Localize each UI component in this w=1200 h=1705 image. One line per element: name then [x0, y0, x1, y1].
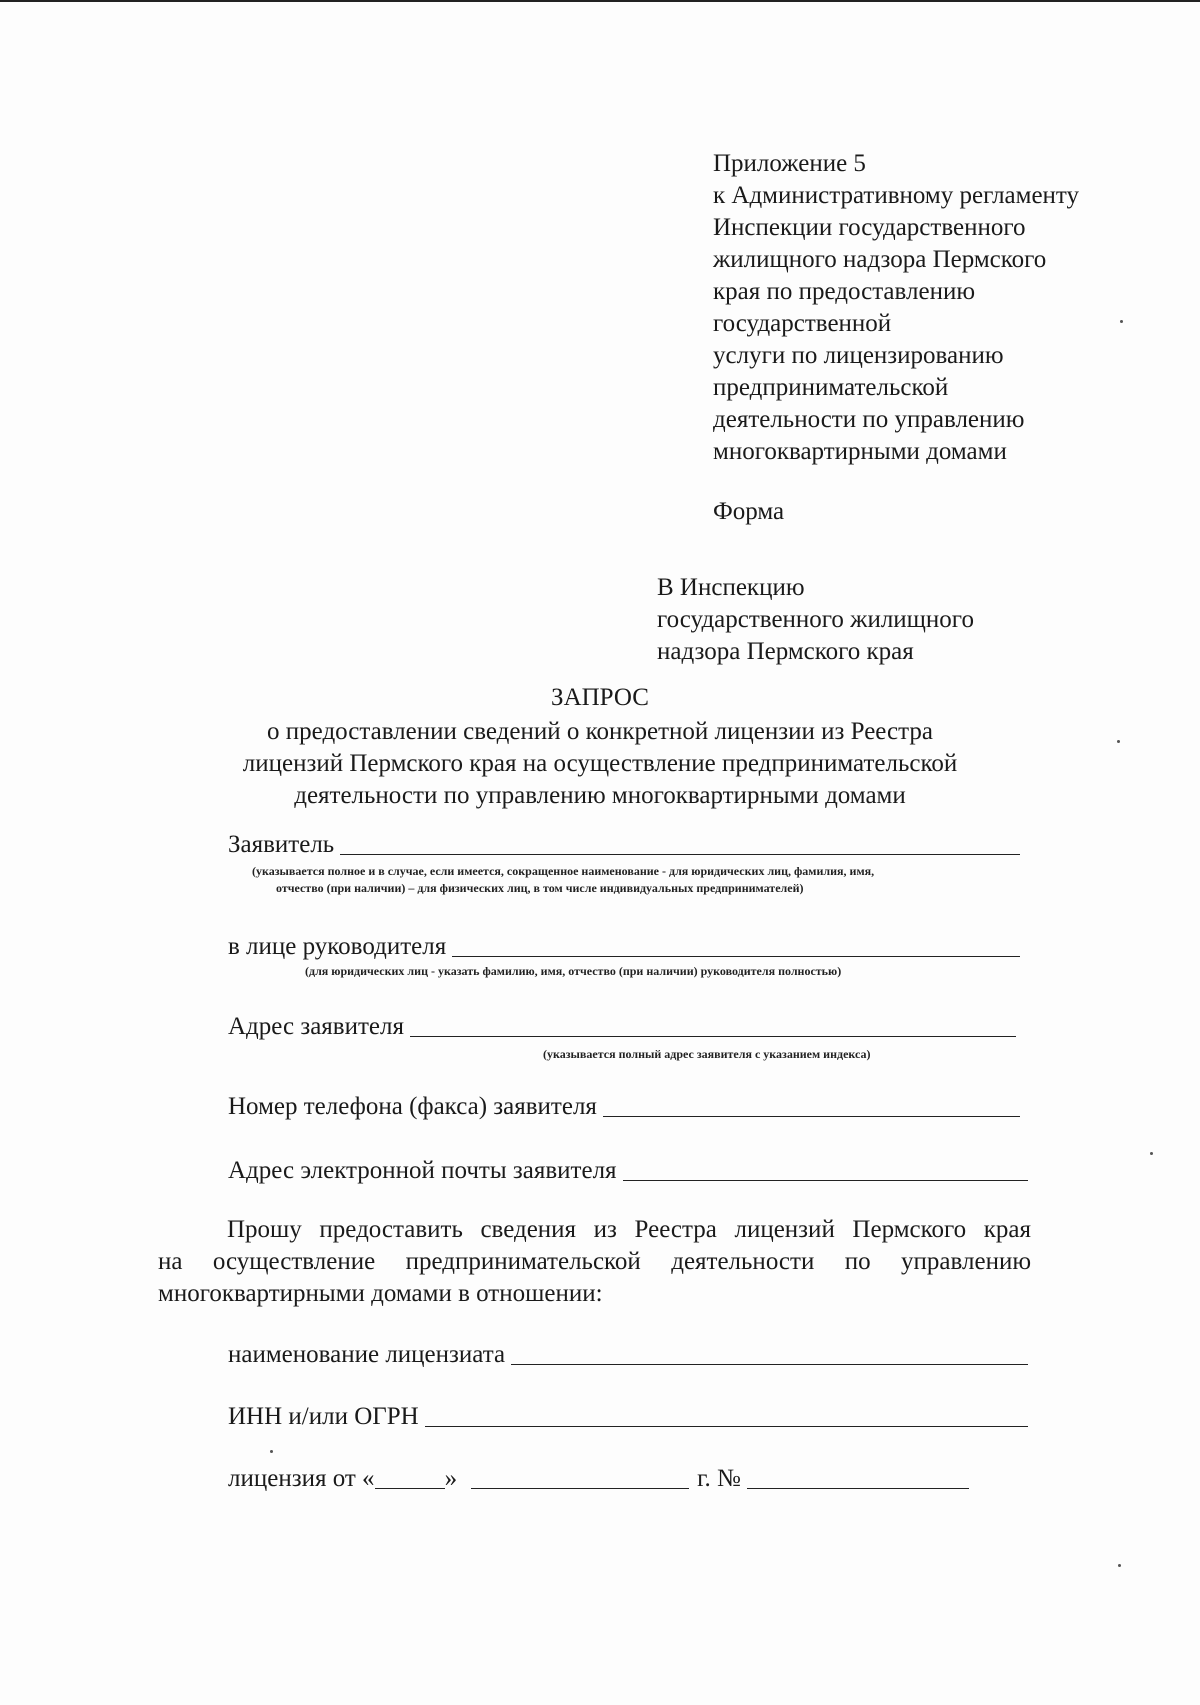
- scan-speck: [270, 1450, 273, 1453]
- licensee-name-label: наименование лицензиата: [228, 1341, 506, 1368]
- phone-field: [228, 1090, 1020, 1121]
- scan-speck: [1118, 1564, 1121, 1567]
- subtitle-line: лицензий Пермского края на осуществление предпринимательской: [242, 750, 958, 777]
- license-year-number-label: г. №: [697, 1465, 741, 1492]
- phone-input-line[interactable]: [603, 1090, 1020, 1117]
- license-quote-close: »: [444, 1465, 458, 1492]
- addressee-line: государственного жилищного: [657, 606, 974, 633]
- appendix-line: многоквартирными домами: [713, 438, 1007, 465]
- license-month-input-line[interactable]: [471, 1464, 689, 1489]
- appendix-line: государственной: [713, 310, 892, 337]
- appendix-header: [713, 148, 1163, 468]
- address-hint: (указывается полный адрес заявителя с указанием индекса): [543, 1047, 871, 1061]
- scan-speck: [1120, 320, 1123, 323]
- subtitle-line: деятельности по управлению многоквартирными домами: [294, 782, 906, 809]
- applicant-hint-line1: (указывается полное и в случае, если имеется, сокращенное наименование - для юридических лиц, фамилия, имя,: [252, 864, 875, 878]
- addressee-block: [657, 572, 974, 668]
- subtitle-line: о предоставлении сведений о конкретной лицензии из Реестра: [267, 718, 933, 745]
- inn-field: [228, 1400, 1028, 1431]
- applicant-label: Заявитель: [228, 831, 335, 858]
- license-field: [228, 1464, 969, 1493]
- email-label: Адрес электронной почты заявителя: [228, 1157, 617, 1184]
- scan-speck: [1150, 1152, 1153, 1155]
- applicant-hint-line2: отчество (при наличии) – для физических лиц, в том числе индивидуальных предпринимателей): [276, 881, 804, 895]
- license-number-input-line[interactable]: [747, 1464, 969, 1489]
- appendix-line: к Административному регламенту: [713, 182, 1080, 209]
- applicant-field: [228, 828, 1020, 859]
- appendix-line: услуги по лицензированию: [713, 342, 1004, 369]
- manager-hint: (для юридических лиц - указать фамилию, имя, отчество (при наличии) руководителя полностью): [305, 964, 842, 978]
- applicant-input-line[interactable]: [340, 828, 1020, 855]
- email-input-line[interactable]: [623, 1154, 1028, 1181]
- addressee-line: В Инспекцию: [657, 574, 805, 601]
- addressee-line: надзора Пермского края: [657, 638, 914, 665]
- licensee-name-field: [228, 1338, 1028, 1369]
- appendix-line: Инспекции государственного: [713, 214, 1026, 241]
- document-subtitle: [160, 716, 1040, 812]
- appendix-line: предпринимательской: [713, 374, 949, 401]
- email-field: [228, 1154, 1028, 1185]
- scan-speck: [1117, 740, 1120, 743]
- manager-field: [228, 930, 1020, 961]
- phone-label: Номер телефона (факса) заявителя: [228, 1093, 597, 1120]
- request-line: на осуществление предпринимательской деятельности по управлению: [158, 1248, 1031, 1275]
- address-input-line[interactable]: [410, 1010, 1016, 1037]
- license-prefix: лицензия от «: [228, 1465, 375, 1492]
- manager-input-line[interactable]: [452, 930, 1020, 957]
- appendix-line: жилищного надзора Пермского: [713, 246, 1047, 273]
- address-field: [228, 1010, 1016, 1041]
- form-label: Форма: [713, 498, 785, 525]
- request-line: Прошу предоставить сведения из Реестра лицензий Пермского края: [227, 1216, 1031, 1243]
- request-paragraph: [158, 1214, 1031, 1310]
- inn-input-line[interactable]: [425, 1400, 1028, 1427]
- licensee-name-input-line[interactable]: [511, 1338, 1028, 1365]
- license-day-input-line[interactable]: [375, 1464, 445, 1489]
- manager-label: в лице руководителя: [228, 933, 447, 960]
- appendix-line: края по предоставлению: [713, 278, 976, 305]
- appendix-line: Приложение 5: [713, 150, 866, 177]
- address-label: Адрес заявителя: [228, 1013, 404, 1040]
- inn-label: ИНН и/или ОГРН: [228, 1403, 419, 1430]
- document-title: ЗАПРОС: [551, 684, 649, 711]
- request-line: многоквартирными домами в отношении:: [158, 1280, 603, 1307]
- appendix-line: деятельности по управлению: [713, 406, 1025, 433]
